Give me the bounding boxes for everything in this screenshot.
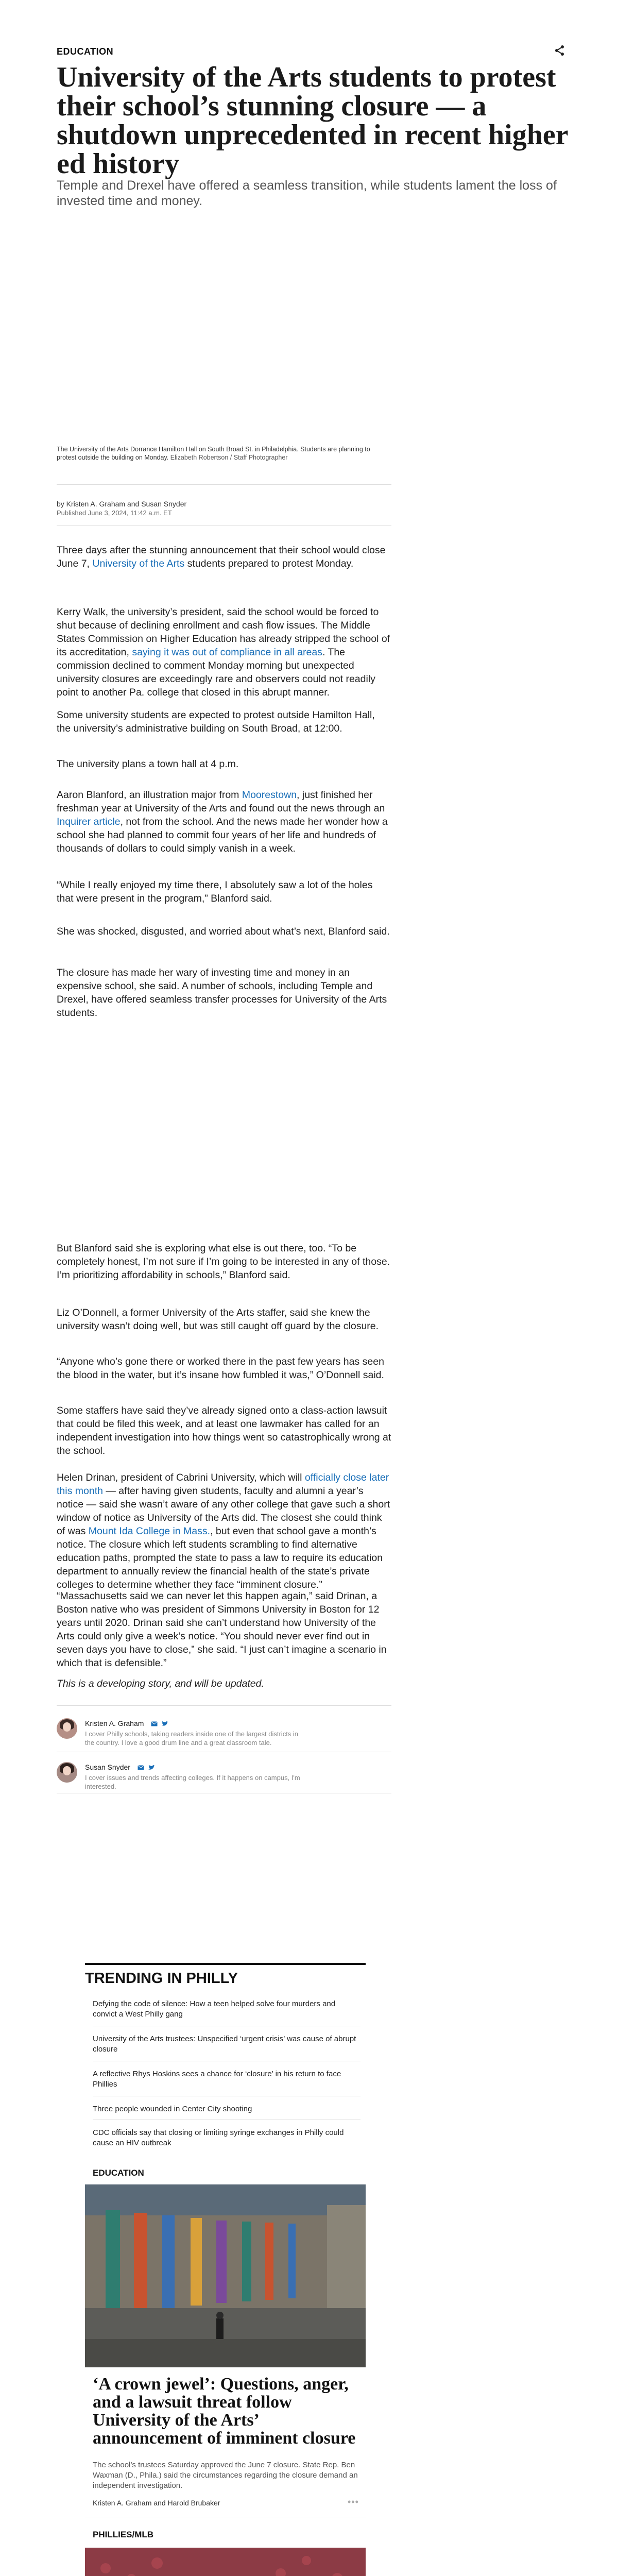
card-section-label[interactable]: PHILLIES/MLB: [93, 2530, 154, 2539]
article-headline: University of the Arts students to protest their school’s stunning closure — a shutdown unprecedented in recent higher ed history: [57, 61, 568, 180]
author-name[interactable]: Kristen A. Graham: [85, 1719, 144, 1727]
article-paragraph: Some university students are expected to protest outside Hamilton Hall, the university’s administrative building on South Broad, at 12:00.: [57, 709, 375, 734]
trending-item[interactable]: A reflective Rhys Hoskins sees a chance for ‘closure’ in his return to face Phillies: [93, 2070, 341, 2089]
author-bio: I cover Philly schools, taking readers inside one of the largest districts in the country. I love a good drum line and a great classroom tale.: [85, 1730, 299, 1747]
trending-item[interactable]: Three people wounded in Center City shooting: [93, 2105, 252, 2113]
link-accreditation-article[interactable]: saying it was out of compliance in all areas: [132, 647, 322, 658]
published-date: Published June 3, 2024, 11:42 a.m. ET: [57, 509, 172, 517]
byline: by Kristen A. Graham and Susan Snyder: [57, 500, 187, 508]
card-author: Kristen A. Graham and Harold Brubaker: [93, 2499, 220, 2507]
trending-item[interactable]: Defying the code of silence: How a teen helped solve four murders and convict a West Philly gang: [93, 1999, 336, 2019]
link-cabrini-closure[interactable]: officially close later this month: [57, 1472, 389, 1497]
article-paragraph: “Anyone who’s gone there or worked there in the past few years has seen the blood in the water, but it’s insane how fumbled it was,” O’Donnell said.: [57, 1356, 384, 1381]
twitter-icon[interactable]: [148, 1765, 155, 1770]
card-image-ranger-suarez[interactable]: [85, 2548, 366, 2576]
article-paragraph: “Massachusetts said we can never let this happen again,” said Drinan, a Boston native who was president of Simmons University in Boston for 12 years until 2020. Drinan said she can’t understand how University of the Arts could only give a week’s notice. “You should never ever find out in seven days you have to close,” she said. “I just can’t imagine a scenario in which that is defensible.”: [57, 1590, 387, 1669]
article-paragraph: Some staffers have said they’ve already signed onto a class-action lawsuit that could be filed this week, and at least one lawmaker has called for an independent investigation into how things went so catastrophically wrong at the school.: [57, 1405, 391, 1456]
link-moorestown[interactable]: Moorestown: [242, 789, 297, 801]
article-note: This is a developing story, and will be updated.: [57, 1678, 264, 1689]
avatar[interactable]: [57, 1718, 77, 1739]
twitter-icon[interactable]: [162, 1721, 168, 1726]
avatar[interactable]: [57, 1762, 77, 1783]
article-paragraph: She was shocked, disgusted, and worried about what’s next, Blanford said.: [57, 926, 390, 937]
link-inquirer-article[interactable]: Inquirer article: [57, 816, 121, 827]
photo-caption: [57, 445, 386, 462]
article-paragraph: Liz O’Donnell, a former University of the Arts staffer, said she knew the university wasn’t doing well, but was still caught off guard by the closure.: [57, 1307, 379, 1332]
article-paragraph: Three days after the stunning announcement that their school would close June 7, University of the Arts students prepared to protest Monday.: [57, 545, 386, 569]
link-mount-ida[interactable]: Mount Ida College in Mass.: [88, 1526, 211, 1537]
article-paragraph: Helen Drinan, president of Cabrini University, which will officially close later this month — after having given students, faculty and alumni a year’s notice — said she wasn’t aware of any other college that gave such a short window of notice as University of the Arts did. The closest she could think of was Mount Ida College in Mass., but even that school gave a month’s notice. The closure which left students scrambling to find alternative education paths, prompted the state to pass a law to require its education department to annually review the financial health of the state’s private colleges to determine whether they face “imminent closure.”: [57, 1472, 390, 1590]
caption-credit: Elizabeth Robertson / Staff Photographer: [170, 454, 288, 461]
divider: [57, 484, 391, 485]
link-university-of-the-arts[interactable]: University of the Arts: [92, 558, 185, 569]
card-image-uarts-building[interactable]: [85, 2184, 366, 2367]
card-section-label[interactable]: EDUCATION: [93, 2168, 144, 2178]
article-paragraph: The university plans a town hall at 4 p.m.: [57, 758, 239, 770]
more-options-icon[interactable]: •••: [348, 2497, 359, 2507]
article-paragraph: Aaron Blanford, an illustration major from Moorestown, just finished her freshman year at University of the Arts and found out the news through an Inquirer article, not from the school. And the news made her wonder how a school she had planned to commit four years of her life and hundreds of thousands of dollars to could simply vanish in a week.: [57, 789, 388, 854]
card-headline[interactable]: ‘A crown jewel’: Questions, anger, and a lawsuit threat follow University of the Arts’ announcement of imminent closure: [93, 2375, 356, 2448]
email-icon[interactable]: [151, 1721, 158, 1726]
share-icon[interactable]: [554, 44, 566, 57]
author-name[interactable]: Susan Snyder: [85, 1763, 130, 1771]
caption-text: The University of the Arts Dorrance Hamilton Hall on South Broad St. in Philadelphia. Students are planning to protest outside the building on Monday.: [57, 446, 370, 461]
section-label[interactable]: EDUCATION: [57, 46, 114, 57]
card-summary: The school’s trustees Saturday approved the June 7 closure. State Rep. Ben Waxman (D., Phila.) said the circumstances regarding the closure demand an independent investigation.: [93, 2461, 358, 2490]
article-paragraph: But Blanford said she is exploring what else is out there, too. “To be completely honest, I’m not sure if I’m going to be interested in any of those. I’m prioritizing affordability in schools,” Blanford said.: [57, 1243, 390, 1281]
trending-item[interactable]: University of the Arts trustees: Unspecified ‘urgent crisis’ was cause of abrupt closure: [93, 2035, 356, 2054]
author-bio: I cover issues and trends affecting colleges. If it happens on campus, I'm interested.: [85, 1774, 300, 1790]
article-dek: Temple and Drexel have offered a seamless transition, while students lament the loss of invested time and money.: [57, 178, 557, 208]
article-paragraph: Kerry Walk, the university’s president, said the school would be forced to shut because of declining enrollment and cash flow issues. The Middle States Commission on Higher Education has already stripped the school of its accreditation, saying it was out of compliance in all areas. The commission declined to comment Monday morning but unexpected university closures are exceedingly rare and observers could not readily point to another Pa. college that closed in this abrupt manner.: [57, 606, 390, 698]
trending-title: TRENDING IN PHILLY: [85, 1963, 366, 1987]
article-paragraph: The closure has made her wary of investing time and money in an expensive school, she said. A number of schools, including Temple and Drexel, have offered seamless transfer processes for University of the Arts students.: [57, 967, 387, 1019]
article-paragraph: “While I really enjoyed my time there, I absolutely saw a lot of the holes that were present in the program,” Blanford said.: [57, 879, 373, 904]
trending-item[interactable]: CDC officials say that closing or limiting syringe exchanges in Philly could cause an HIV outbreak: [93, 2128, 344, 2147]
divider: [57, 1705, 391, 1706]
email-icon[interactable]: [138, 1765, 144, 1770]
